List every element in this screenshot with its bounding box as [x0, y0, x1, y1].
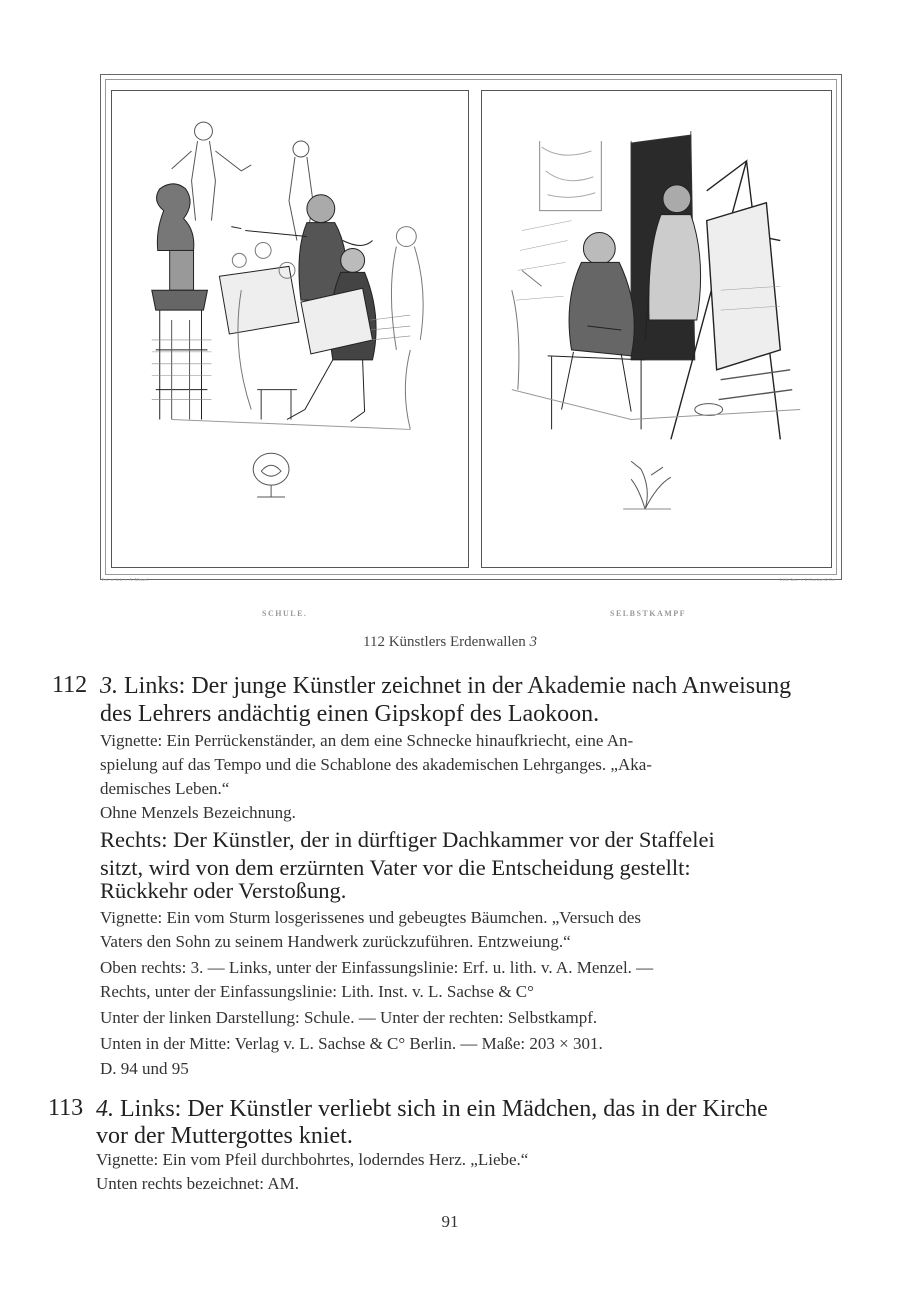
illustration-left-academy: [111, 90, 469, 568]
right-description-line: Rechts: Der Künstler, der in dürftiger Dachkammer vor der Staffelei: [100, 827, 715, 852]
plate-imprint-right: Lith. Inst. v. L. Sachse & Co: [780, 577, 835, 582]
detail-line: Rechts, unter der Einfassungslinie: Lith. Inst. v. L. Sachse & C°: [100, 982, 534, 1001]
entry-number: 113: [48, 1095, 84, 1121]
entry-note: Ohne Menzels Bezeichnung.: [100, 803, 296, 822]
vignette-line: demisches Leben.“: [100, 779, 230, 798]
detail-line: Unter der linken Darstellung: Schule. — Unter der rechten: Selbstkampf.: [100, 1008, 598, 1027]
detail-line: D. 94 und 95: [100, 1059, 189, 1078]
illustration-right-attic: [481, 90, 832, 568]
page-number: 91: [441, 1212, 459, 1231]
right-description-line: Rückkehr oder Verstoßung.: [100, 878, 347, 903]
entry-heading-text: Links: Der Künstler verliebt sich in ein Mädchen, das in der Kirche: [120, 1096, 768, 1122]
figure-caption-index: 3: [529, 634, 537, 650]
entry-heading-line: [100, 672, 791, 700]
vignette-line: Vignette: Ein vom Pfeil durchbohrtes, loderndes Herz. „Liebe.“: [96, 1150, 529, 1169]
entry-heading-line: [96, 1095, 768, 1123]
detail-line: Oben rechts: 3. — Links, unter der Einfassungslinie: Erf. u. lith. v. A. Menzel. —: [100, 958, 654, 977]
entry-heading-line: des Lehrers andächtig einen Gipskopf des Laokoon.: [100, 701, 600, 727]
plate-caption-left: SCHULE.: [262, 609, 308, 618]
right-description-line: sitzt, wird von dem erzürnten Vater vor die Entscheidung gestellt:: [100, 855, 691, 880]
vignette-line: Vignette: Ein vom Sturm losgerissenes und gebeugtes Bäumchen. „Versuch des: [100, 908, 641, 927]
vignette-line: spielung auf das Tempo und die Schablone des akademischen Lehrganges. „Aka-: [100, 755, 652, 774]
vignette-line: Unten rechts bezeichnet: AM.: [96, 1174, 299, 1193]
plate-imprint-left: Erf. u. lith. v. A. Menzel: [102, 577, 149, 582]
entry-number: 112: [52, 672, 88, 698]
vignette-line: Vignette: Ein Perrückenständer, an dem eine Schnecke hinaufkriecht, eine An-: [100, 731, 634, 750]
figure-caption-number: 112: [363, 634, 385, 650]
plate-caption-right: SELBSTKAMPF: [610, 609, 687, 618]
figure-caption-title: Künstlers Erdenwallen: [388, 634, 526, 650]
entry-heading-text: Links: Der junge Künstler zeichnet in der Akademie nach Anweisung: [124, 673, 792, 699]
vignette-line: Vaters den Sohn zu seinem Handwerk zurückzuführen. Entzweiung.“: [100, 932, 571, 951]
entry-index: 4.: [96, 1096, 114, 1122]
entry-heading-line: vor der Muttergottes kniet.: [96, 1123, 353, 1149]
figure-caption: [0, 634, 900, 651]
detail-line: Unten in der Mitte: Verlag v. L. Sachse & C° Berlin. — Maße: 203 × 301.: [100, 1034, 603, 1053]
entry-index: 3.: [100, 673, 118, 699]
